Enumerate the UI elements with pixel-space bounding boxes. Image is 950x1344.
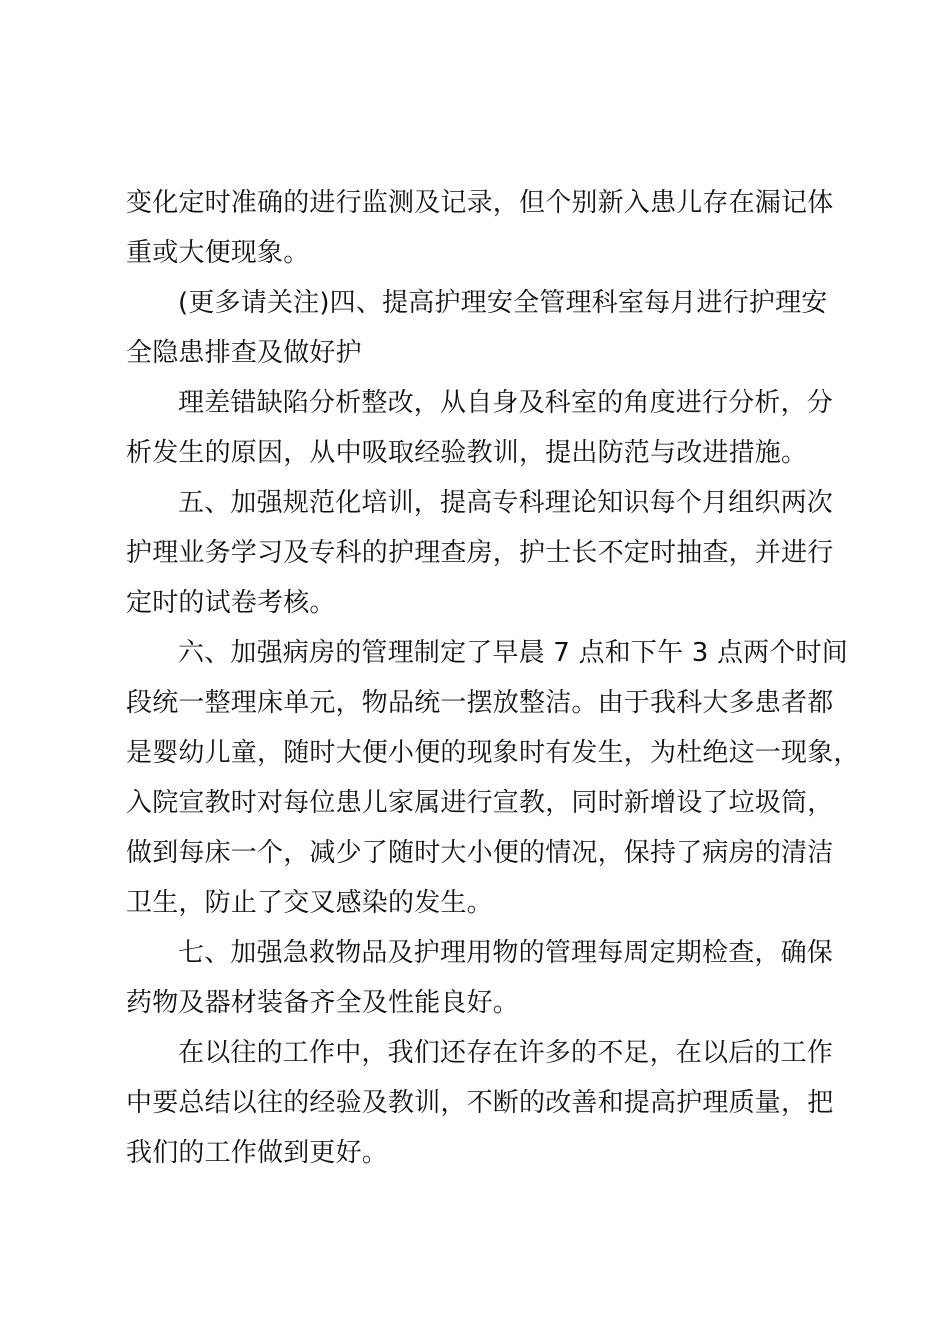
text-line: 我们的工作做到更好。 — [126, 1138, 389, 1168]
text-line: 全隐患排查及做好护 — [126, 338, 362, 368]
paragraph-4 — [126, 478, 836, 628]
paragraph-3 — [126, 378, 836, 478]
text-line: 护理业务学习及专科的护理查房，护士长不定时抽查，并进行 — [126, 538, 834, 568]
text-line: 是婴幼儿童，随时大便小便的现象时有发生，为杜绝这一现象， — [126, 738, 860, 768]
text-line: 入院宣教时对每位患儿家属进行宣教，同时新增设了垃圾筒， — [126, 788, 834, 818]
paragraph-6 — [126, 928, 836, 1028]
text-line: 变化定时准确的进行监测及记录，但个别新入患儿存在漏记体 — [126, 188, 834, 218]
document-body — [126, 178, 860, 1178]
text-line: 析发生的原因，从中吸取经验教训，提出防范与改进措施。 — [126, 438, 808, 468]
text-line: 做到每床一个，减少了随时大小便的情况，保持了病房的清洁 — [126, 838, 834, 868]
text-line: (更多请关注)四、提高护理安全管理科室每月进行护理安 — [178, 288, 828, 318]
text-line: 七、加强急救物品及护理用物的管理每周定期检查，确保 — [178, 938, 834, 968]
text-line: 重或大便现象。 — [126, 238, 310, 268]
paragraph-2 — [126, 278, 836, 378]
text-line: 药物及器材装备齐全及性能良好。 — [126, 988, 520, 1018]
text-line: 在以往的工作中，我们还存在许多的不足，在以后的工作 — [178, 1038, 834, 1068]
text-line: 五、加强规范化培训，提高专科理论知识每个月组织两次 — [178, 488, 834, 518]
text-line: 理差错缺陷分析整改，从自身及科室的角度进行分析，分 — [178, 388, 834, 418]
text-line: 中要总结以往的经验及教训，不断的改善和提高护理质量，把 — [126, 1088, 834, 1118]
paragraph-1 — [126, 178, 836, 278]
paragraph-7 — [126, 1028, 836, 1178]
text-line: 卫生，防止了交叉感染的发生。 — [126, 888, 493, 918]
paragraph-5 — [126, 628, 860, 928]
text-line: 六、加强病房的管理制定了早晨 7 点和下午 3 点两个时间 — [178, 638, 848, 668]
text-line: 定时的试卷考核。 — [126, 588, 336, 618]
text-line: 段统一整理床单元，物品统一摆放整洁。由于我科大多患者都 — [126, 688, 834, 718]
